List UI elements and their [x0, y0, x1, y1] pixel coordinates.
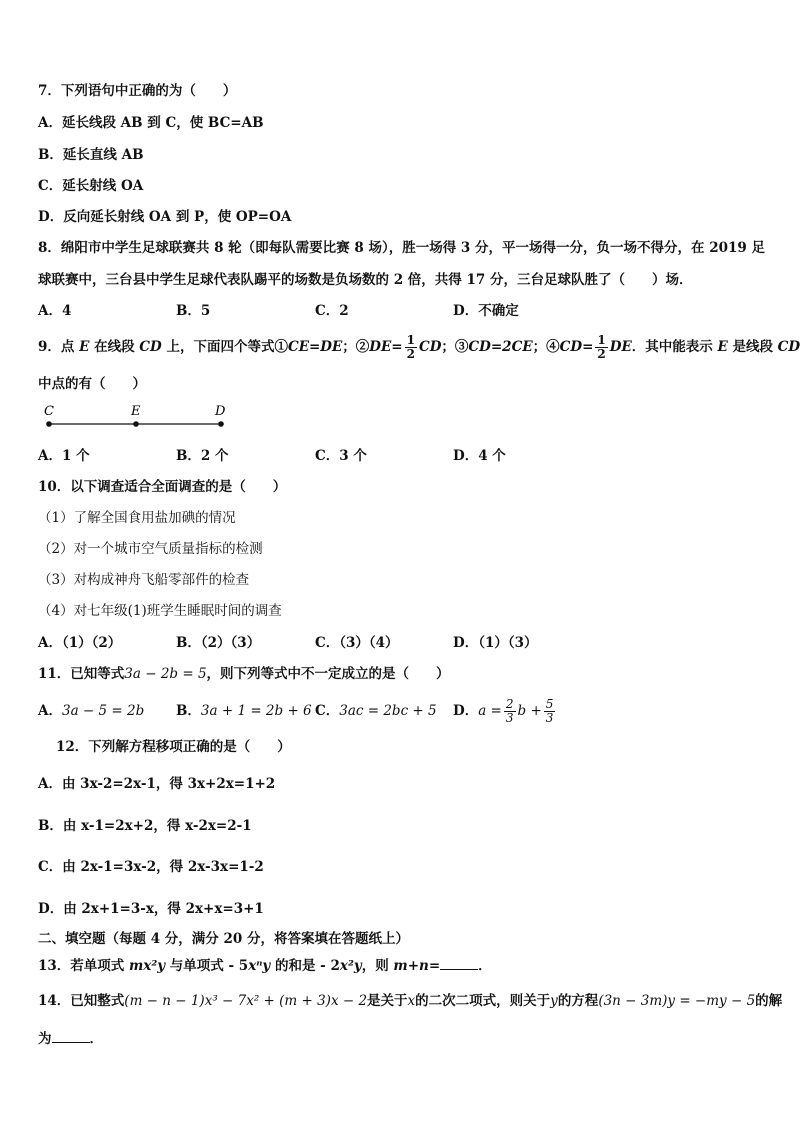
q10-item-1: （1）了解全国食用盐加碘的情况 [38, 510, 236, 526]
q14-stem-line1: 14．已知整式(m − n − 1)x³ − 7x² + (m + 3)x − 2是关于x的二次二项式，则关于y的方程(3n − 3m)y = −my − 5的解 [38, 993, 783, 1009]
q9-option-c: C．3 个 [315, 448, 367, 464]
q11-option-d: D．a = $\frac{2}{3}$ b + $\frac{5}{3}$ [453, 697, 554, 725]
point-c [46, 421, 52, 427]
q8-stem-line2: 球联赛中，三台县中学生足球代表队踢平的场数是负场数的 2 倍，共得 17 分，三台足球队胜了（ ）场． [38, 272, 693, 288]
q8-option-c: C．2 [315, 303, 349, 319]
q12-option-d: D．由 2x+1=3-x，得 2x+x=3+1 [38, 901, 264, 917]
label-d: D [215, 404, 226, 419]
q12-option-c: C．由 2x-1=3x-2，得 2x-3x=1-2 [38, 859, 264, 875]
q7-option-b: B．延长直线 AB [38, 147, 144, 163]
fraction-two-thirds: $\frac{2}{3}$ [505, 697, 514, 725]
q9-option-a: A．1 个 [38, 448, 90, 464]
q8-option-d: D．不确定 [453, 303, 519, 319]
segment-cd-diagram [38, 400, 238, 434]
q7-option-d: D．反向延长射线 OA 到 P，使 OP=OA [38, 209, 292, 225]
q10-option-d: D．（1）（3） [453, 635, 538, 651]
answer-blank[interactable] [52, 1030, 90, 1043]
point-e [133, 421, 139, 427]
fraction-one-half: $\frac{1}{2}$ [406, 333, 415, 361]
fraction-one-half: $\frac{1}{2}$ [597, 333, 606, 361]
q13-stem: 13．若单项式 mx²y 与单项式 - 5xⁿy 的和是 - 2x²y，则 m+n= ． [38, 958, 492, 974]
q9-stem-line1: 9．点 E 在线段 CD 上，下面四个等式①CE=DE；②DE= $\frac{1}{2}$ CD；③CD=2CE；④CD= $\frac{1}{2}$ DE．其中能表示 E 是线段 CD [38, 333, 800, 361]
q9-option-b: B．2 个 [176, 448, 229, 464]
q8-stem-line1: 8．绵阳市中学生足球联赛共 8 轮（即每队需要比赛 8 场），胜一场得 3 分，平一场得一分，负一场不得分，在 2019 足 [38, 240, 765, 256]
label-c: C [44, 404, 54, 419]
q10-option-c: C．（3）（4） [315, 635, 399, 651]
q12-stem: 12．下列解方程移项正确的是（ ） [56, 739, 291, 755]
q11-stem: 11．已知等式3a − 2b = 5，则下列等式中不一定成立的是（ ） [38, 666, 450, 682]
q11-option-c: C．3ac = 2bc + 5 [315, 703, 437, 719]
q10-option-a: A．（1）（2） [38, 635, 122, 651]
answer-blank[interactable] [440, 957, 478, 970]
q7-option-a: A．延长线段 AB 到 C，使 BC=AB [38, 115, 264, 131]
q10-stem: 10．以下调查适合全面调查的是（ ） [38, 479, 287, 495]
q10-option-b: B．（2）（3） [176, 635, 261, 651]
q9-option-d: D．4 个 [453, 448, 506, 464]
point-d [218, 421, 224, 427]
q10-item-2: （2）对一个城市空气质量指标的检测 [38, 541, 263, 557]
q11-option-b: B．3a + 1 = 2b + 6 [176, 703, 312, 719]
q12-option-a: A．由 3x-2=2x-1，得 3x+2x=1+2 [38, 776, 276, 792]
q12-option-b: B．由 x-1=2x+2，得 x-2x=2-1 [38, 818, 252, 834]
q9-stem-line2: 中点的有（ ） [38, 376, 146, 392]
q7-stem: 7．下列语句中正确的为（ ） [38, 83, 237, 99]
q8-option-a: A．4 [38, 303, 72, 319]
q10-item-4: （4）对七年级(1)班学生睡眠时间的调查 [38, 603, 282, 619]
q10-item-3: （3）对构成神舟飞船零部件的检查 [38, 572, 250, 588]
q11-option-a: A．3a − 5 = 2b [38, 703, 145, 719]
q14-stem-line2: 为 ． [38, 1031, 103, 1047]
fraction-five-thirds: $\frac{5}{3}$ [545, 697, 554, 725]
section-heading: 二、填空题（每题 4 分，满分 20 分，将答案填在答题纸上） [38, 931, 409, 947]
label-e: E [131, 404, 141, 419]
q8-option-b: B．5 [176, 303, 211, 319]
q7-option-c: C．延长射线 OA [38, 178, 144, 194]
